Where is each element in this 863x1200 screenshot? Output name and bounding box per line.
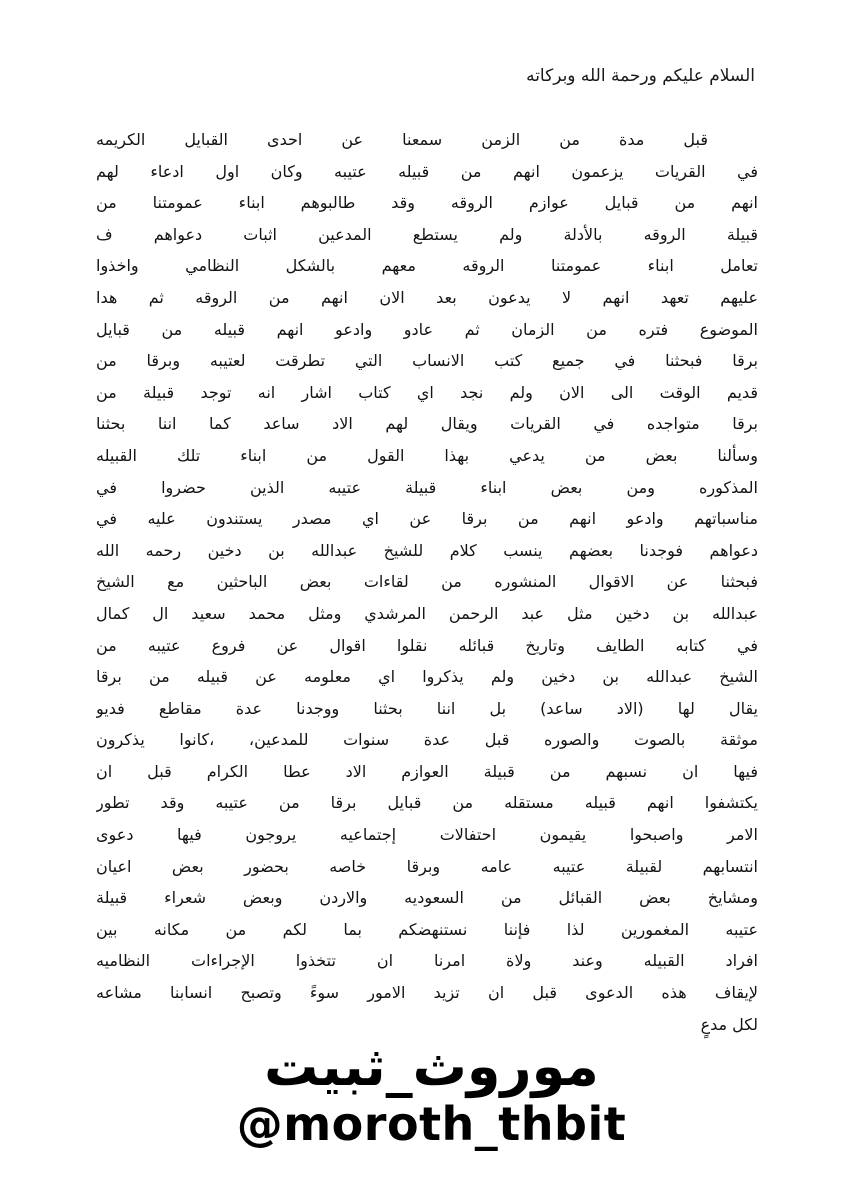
letter-line: المذكوره ومن بعض ابناء قبيلة عتيبه الذين حضروا في [96,477,758,497]
letter-line: يكتشفوا انهم قبيله مستقله من قبايل برقا من عتيبه وقد تطور [96,793,758,813]
letter-line: برقا متواجده في القريات ويقال لهم الاد ساعد كما اننا بحثنا [96,414,758,434]
letter-line: قديم الوقت الى الان ولم نجد اي كتاب اشار انه توجد قبيلة من [96,382,758,402]
letter-line: افراد القبيله وعند ولاة امرنا ان تتخذوا الإجراءات النظاميه [96,951,758,971]
letter-line: مناسباتهم وادعو انهم من برقا عن اي مصدر يستندون عليه في [96,509,758,529]
letter-line: في كتابه الطايف وتاريخ قبائله نقلوا اقوال عن فروع عتيبه من [96,635,758,655]
letter-line: برقا فبحثنا في جميع كتب الانساب التي تطرقت لعتيبه وبرقا من [96,351,758,371]
letter-line: عليهم تعهد انهم لا يدعون بعد الان انهم من الروقه ثم هدا [96,287,758,307]
letter-line: في القريات يزعمون انهم من قبيله عتيبه وكان اول ادعاء لهم [96,161,758,181]
letter-line: قبيلة الروقه بالأدلة ولم يستطع المدعين اثبات دعواهم ف [96,224,758,244]
watermark-arabic-name: موروث_ثبيت [264,1035,599,1098]
letter-line: لإيقاف هذه الدعوى قبل ان تزيد الامور سوءً وتصبح انسابنا مشاعه [96,983,758,1003]
letter-line: دعواهم فوجدنا بعضهم ينسب كلام للشيخ عبدالله بن دخين رحمه الله [96,540,758,560]
letter-line: عتيبه المغمورين لذا فإننا نستنهضكم بما لكم من مكانه بين [96,919,758,939]
letter-line: وسألنا بعض من يدعي بهذا القول من ابناء تلك القبيله [96,445,758,465]
letter-body [96,124,758,1040]
letter-line: فبحثنا عن الاقوال المنشوره من لقاءات بعض الباحثين مع الشيخ [96,572,758,592]
letter-greeting: السلام عليكم ورحمة الله وبركاته [526,66,755,86]
letter-line: انتسابهم لقبيلة عتيبه عامه وبرقا خاصه بحضور بعض اعيان [96,856,758,876]
letter-line: الموضوع فتره من الزمان ثم عادو وادعو انهم قبيله من قبايل [96,319,758,339]
letter-line: الشيخ عبدالله بن دخين ولم يذكروا اي معلومه عن قبيله من برقا [96,667,758,687]
letter-line: يقال لها (الاد ساعد) بل اننا بحثنا ووجدنا عدة مقاطع فديو [96,698,758,718]
letter-line: عبدالله بن دخين مثل عبد الرحمن المرشدي ومثل محمد سعيد ال كمال [96,603,758,623]
letter-line: لكل مدعٍ [700,1014,758,1034]
letter-line: فيها ان نسبهم من قبيلة العوازم الاد عطا الكرام قبل ان [96,761,758,781]
letter-line: الامر واصبحوا يقيمون احتفالات إجتماعيه يروجون فيها دعوى [96,825,758,845]
letter-line: تعامل ابناء عمومتنا الروقه معهم بالشكل النظامي واخذوا [96,256,758,276]
letter-line: موثقة بالصوت والصوره قبل عدة سنوات للمدعين، ،كانوا يذكرون [96,730,758,750]
letter-line: انهم من قبايل عوازم الروقه وقد طالبوهم ابناء عمومتنا من [96,193,758,213]
letter-line: ومشايخ بعض القبائل من السعوديه والاردن وبعض شعراء قبيلة [96,888,758,908]
letter-line: قبل مدة من الزمن سمعنا عن احدى القبايل الكريمه [96,130,708,149]
watermark-handle: @moroth_thbit [236,1097,627,1151]
